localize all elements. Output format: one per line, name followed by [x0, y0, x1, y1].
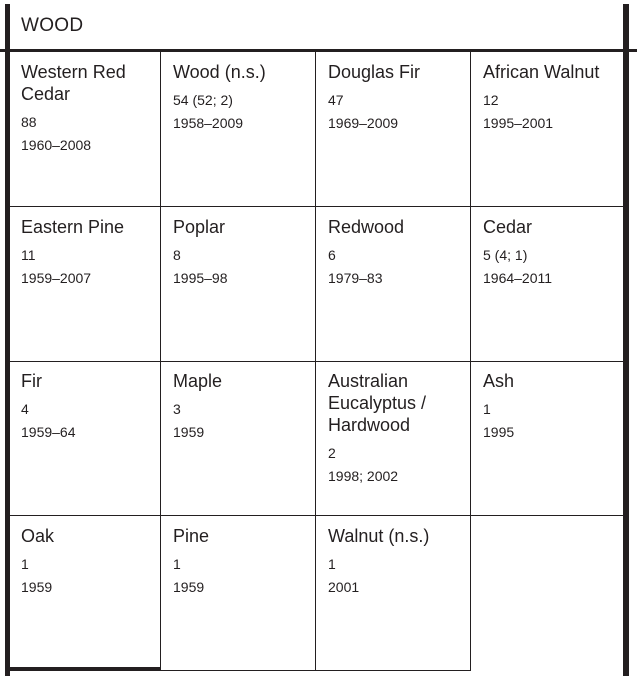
cell-name: Douglas Fir — [328, 62, 421, 82]
cell-name: Western Red Cedar — [21, 62, 126, 104]
cell-years: 1959–64 — [21, 424, 76, 440]
cell-years: 1979–83 — [328, 269, 383, 286]
table-cell — [471, 207, 625, 362]
cell-years: 1959 — [173, 578, 205, 595]
cell-years: 1995 — [483, 424, 515, 440]
cell-years: 1995–2001 — [483, 115, 554, 131]
cell-name: Australian Eucalyptus / Hardwood — [328, 371, 427, 435]
section-title: WOOD — [21, 15, 84, 36]
cell-count: 47 — [328, 92, 344, 108]
cell-count: 1 — [21, 555, 29, 572]
cell-years: 1958–2009 — [173, 115, 244, 131]
cell-count: 8 — [173, 246, 181, 263]
cell-years: 2001 — [328, 578, 360, 595]
cell-name: Ash — [483, 371, 515, 391]
cell-count: 5 (4; 1) — [483, 246, 528, 263]
cell-count: 54 (52; 2) — [173, 92, 233, 108]
cell-years: 1959 — [173, 424, 205, 440]
table-cell — [8, 361, 161, 516]
cell-years: 1998; 2002 — [328, 468, 399, 484]
table-cell — [316, 361, 471, 516]
cell-count: 6 — [328, 246, 336, 263]
cell-count: 11 — [21, 246, 36, 263]
table-cell — [161, 207, 316, 362]
cell-name: Redwood — [328, 216, 405, 237]
cell-count: 88 — [21, 114, 37, 130]
cell-years: 1995–98 — [173, 269, 228, 286]
cell-name: Poplar — [173, 216, 226, 237]
table-cell — [316, 52, 471, 207]
cell-years: 1959 — [21, 578, 53, 595]
table-cell — [471, 361, 625, 516]
cell-years: 1969–2009 — [328, 115, 399, 131]
cell-name: Cedar — [483, 216, 533, 237]
table-cell — [161, 516, 316, 671]
cell-name: Eastern Pine — [21, 216, 125, 237]
cell-count: 1 — [173, 555, 181, 572]
cell-count: 2 — [328, 445, 336, 461]
cell-name: Maple — [173, 371, 223, 391]
table-cell — [8, 516, 161, 671]
cell-name: Oak — [21, 525, 55, 546]
cell-name: Walnut (n.s.) — [328, 525, 430, 546]
cell-count: 12 — [483, 92, 499, 108]
cell-name: Wood (n.s.) — [173, 62, 266, 82]
table-cell — [316, 516, 471, 671]
table-cell — [161, 361, 316, 516]
cell-count: 4 — [21, 401, 29, 417]
table-cell — [316, 207, 471, 362]
cell-count: 1 — [328, 555, 336, 572]
table-cell — [8, 207, 161, 362]
cell-count: 1 — [483, 401, 491, 417]
cell-years: 1964–2011 — [483, 269, 553, 286]
cell-count: 3 — [173, 401, 181, 417]
cell-name: Fir — [21, 371, 42, 391]
table-cell — [8, 52, 161, 207]
cell-years: 1960–2008 — [21, 137, 92, 153]
cell-years: 1959–2007 — [21, 269, 92, 286]
table-cell — [161, 52, 316, 207]
table-cell — [471, 52, 625, 207]
cell-name: Pine — [173, 525, 210, 546]
cell-name: African Walnut — [483, 62, 600, 82]
